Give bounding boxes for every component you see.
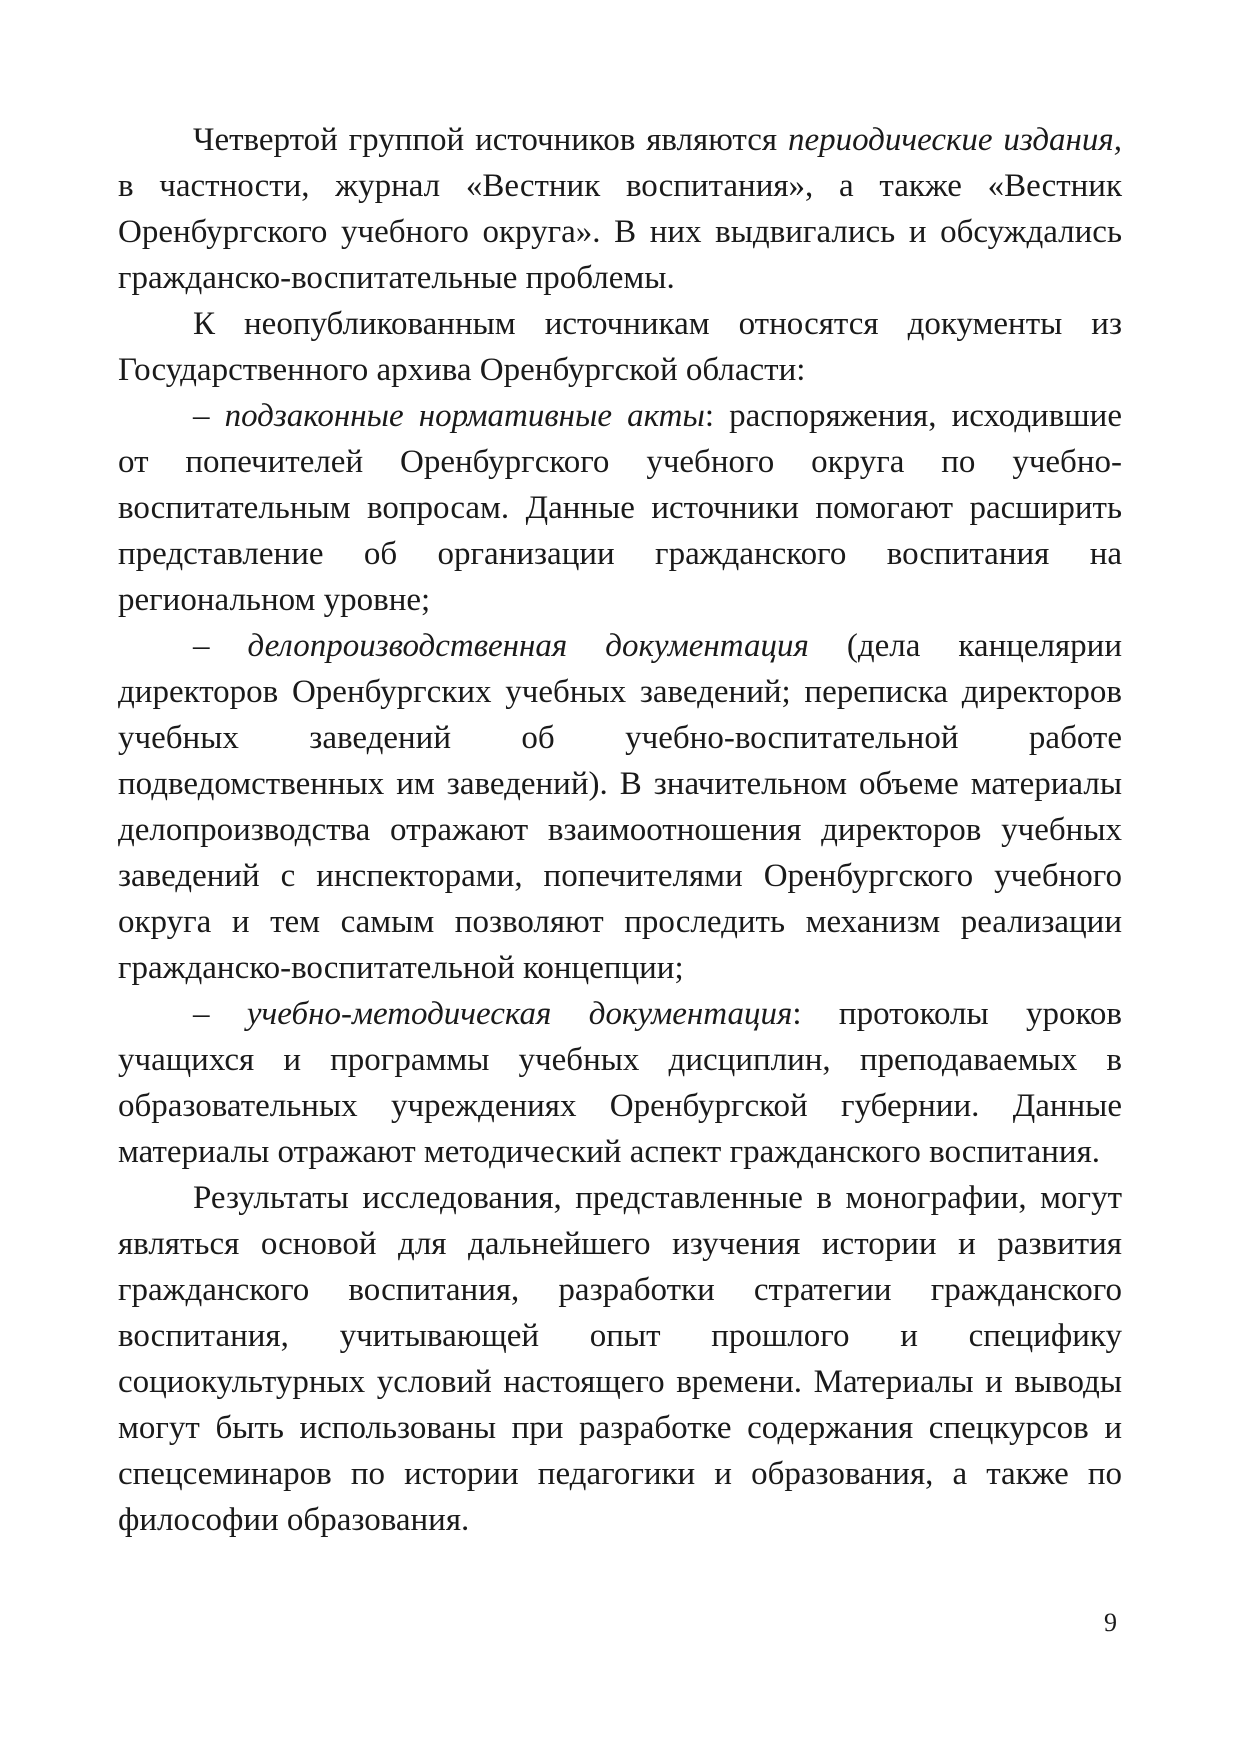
term-periodicals: периодические издания, [787,122,1123,158]
term-office-documentation: делопроизводственная документация [247,628,809,664]
list-item-office-documentation: – делопроизводственная документация (дела канцелярии директоров Оренбургских учебных заведений; переписка директоров учебных заведений об учебно-воспитательной работе подведомственных им заведений). В значительном объеме материалы делопроизводства отражают взаимоотношения директоров учебных заведений с инспекторами, попечителями Оренбургского учебного округа и тем самым позволяют проследить механизм реализации гражданско-воспитательной концепции; [118,628,1123,986]
term-methodical-documentation: учебно-методическая документация [246,996,793,1032]
term-normative-acts: подзаконные нормативные акты [224,398,705,434]
paragraph-results: Результаты исследования, представленные в монографии, могут являться основой для дальнейшего изучения истории и развития гражданского воспитания, разработки стратегии гражданского воспитания, учитывающей опыт прошлого и специфику социокультурных условий настоящего времени. Материалы и выводы могут быть использованы при разработке содержания спецкурсов и спецсеминаров по истории педагогики и образования, а также по философии образования. [118,1180,1122,1538]
body-text [118,117,1122,1543]
paragraph-periodicals: Четвертой группой источников являются периодические издания, в частности, журнал «Вестник воспитания», а также «Вестник Оренбургского учебного округа». В них выдвигались и обсуждались гражданско-воспитательные проблемы. [118,122,1123,296]
paragraph-unpublished-sources: К неопубликованным источникам относятся документы из Государственного архива Оренбургской области: [118,306,1122,388]
list-item-normative-acts: – подзаконные нормативные акты: распоряжения, исходившие от попечителей Оренбургского учебного округа по учебно-воспитательным вопросам. Данные источники помогают расширить представление об организации гражданского воспитания на региональном уровне; [118,398,1122,618]
page-number: 9 [1104,1608,1117,1637]
list-item-methodical-documentation: – учебно-методическая документация: протоколы уроков учащихся и программы учебных дисциплин, преподаваемых в образовательных учреждениях Оренбургской губернии. Данные материалы отражают методический аспект гражданского воспитания. [118,996,1122,1170]
